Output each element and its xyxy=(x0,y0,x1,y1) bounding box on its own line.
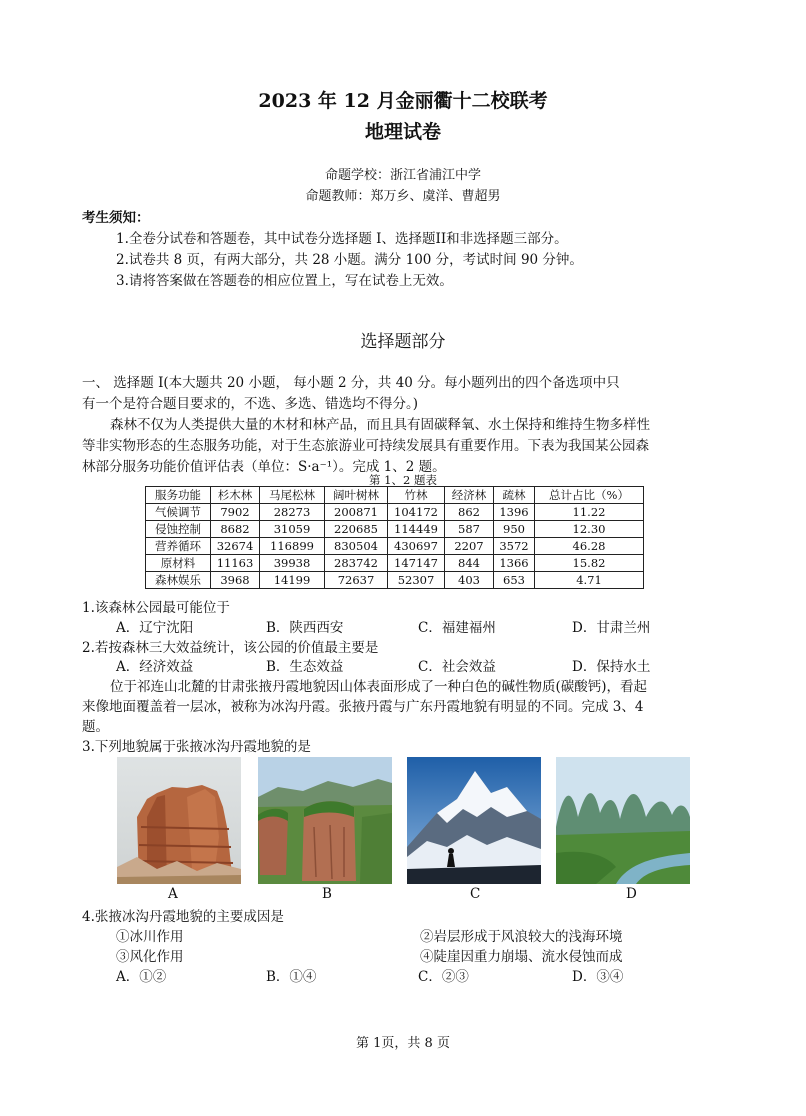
table-cell: 653 xyxy=(494,572,535,589)
q4-option-d: D．③④ xyxy=(572,969,624,985)
notice-item-3: 3.请将答案做在答题卷的相应位置上，写在试卷上无效。 xyxy=(116,273,453,289)
q2-option-d: D．保持水土 xyxy=(572,659,651,675)
q4-statement-3: ③风化作用 xyxy=(116,949,184,965)
q1-stem: 1.该森林公园最可能位于 xyxy=(82,600,230,616)
table-cell: 4.71 xyxy=(535,572,644,589)
table-header-cell: 疏林 xyxy=(494,487,535,504)
q4-statement-4: ④陡崖因重力崩塌、流水侵蚀而成 xyxy=(420,949,623,965)
q4-stem: 4.张掖冰沟丹霞地貌的主要成因是 xyxy=(82,909,284,925)
table-cell: 430697 xyxy=(388,538,445,555)
notice-item-2: 2.试卷共 8 页，有两大部分，共 28 小题。满分 100 分，考试时间 90 分钟。 xyxy=(116,252,583,268)
q2-option-b: B．生态效益 xyxy=(266,659,344,675)
table-cell: 15.82 xyxy=(535,555,644,572)
table-cell: 7902 xyxy=(211,504,260,521)
passage2-line-3: 题。 xyxy=(82,719,109,735)
table-cell: 1396 xyxy=(494,504,535,521)
table-cell: 12.30 xyxy=(535,521,644,538)
table-cell: 3968 xyxy=(211,572,260,589)
q1-option-b: B．陕西西安 xyxy=(266,620,344,636)
exam-title: 2023 年 12 月金丽衢十二校联考 xyxy=(258,90,548,112)
table-cell: 116899 xyxy=(260,538,325,555)
table-header-cell: 阔叶树林 xyxy=(325,487,388,504)
service-value-table xyxy=(145,486,644,589)
table-cell: 200871 xyxy=(325,504,388,521)
table-cell: 114449 xyxy=(388,521,445,538)
passage1-line-1: 森林不仅为人类提供大量的木材和林产品，而且具有固碳释氧、水土保持和维持生物多样性 xyxy=(110,417,650,433)
table-cell: 950 xyxy=(494,521,535,538)
table-header-row xyxy=(146,487,644,504)
table-cell: 104172 xyxy=(388,504,445,521)
table-cell: 72637 xyxy=(325,572,388,589)
table-cell: 31059 xyxy=(260,521,325,538)
table-cell: 11163 xyxy=(211,555,260,572)
table-header-cell: 总计占比（%） xyxy=(535,487,644,504)
table-row xyxy=(146,572,644,589)
landform-image-d xyxy=(556,757,690,884)
table-cell: 587 xyxy=(445,521,494,538)
table-row xyxy=(146,555,644,572)
image-label-c: C xyxy=(470,886,481,902)
table-cell: 844 xyxy=(445,555,494,572)
image-label-b: B xyxy=(322,886,332,902)
table-caption: 第 1、2 题表 xyxy=(369,473,437,487)
table-header-cell: 杉木林 xyxy=(211,487,260,504)
table-header-cell: 服务功能 xyxy=(146,487,211,504)
passage1-line-2: 等非实物形态的生态服务功能，对于生态旅游业可持续发展具有重要作用。下表为我国某公园森 xyxy=(82,438,649,454)
table-cell: 营养循环 xyxy=(146,538,211,555)
table-cell: 52307 xyxy=(388,572,445,589)
table-cell: 11.22 xyxy=(535,504,644,521)
table-header-cell: 竹林 xyxy=(388,487,445,504)
table-cell: 39938 xyxy=(260,555,325,572)
passage1-line-3: 林部分服务功能价值评估表（单位：S·a⁻¹）。完成 1、2 题。 xyxy=(82,459,446,475)
table-cell: 原材料 xyxy=(146,555,211,572)
table-cell: 3572 xyxy=(494,538,535,555)
table-cell: 气候调节 xyxy=(146,504,211,521)
q4-option-c: C．②③ xyxy=(418,969,469,985)
q2-option-a: A．经济效益 xyxy=(116,659,194,675)
table-cell: 283742 xyxy=(325,555,388,572)
table-cell: 侵蚀控制 xyxy=(146,521,211,538)
q4-option-a: A．①② xyxy=(116,969,167,985)
table-cell: 147147 xyxy=(388,555,445,572)
table-cell: 403 xyxy=(445,572,494,589)
q4-statement-2: ②岩层形成于风浪较大的浅海环境 xyxy=(420,929,623,945)
table-cell: 830504 xyxy=(325,538,388,555)
exam-subtitle: 地理试卷 xyxy=(364,121,441,143)
part1-line-1: 一、 选择题 I(本大题共 20 小题， 每小题 2 分，共 40 分。每小题列出的四个备选项中只 xyxy=(82,375,620,391)
q1-option-d: D．甘肃兰州 xyxy=(572,620,651,636)
section-title: 选择题部分 xyxy=(360,332,446,352)
table-cell: 220685 xyxy=(325,521,388,538)
passage2-line-2: 来像地面覆盖着一层冰，被称为冰沟丹霞。张掖丹霞与广东丹霞地貌有明显的不同。完成 3、4 xyxy=(82,699,644,715)
passage2-line-1: 位于祁连山北麓的甘肃张掖丹霞地貌因山体表面形成了一种白色的碱性物质(碳酸钙)，看起 xyxy=(110,679,648,695)
notice-item-1: 1.全卷分试卷和答题卷，其中试卷分选择题 I、选择题II和非选择题三部分。 xyxy=(116,231,568,247)
q2-option-c: C．社会效益 xyxy=(418,659,496,675)
q3-stem: 3.下列地貌属于张掖冰沟丹霞地貌的是 xyxy=(82,739,311,755)
q1-option-a: A．辽宁沈阳 xyxy=(116,620,194,636)
page-footer: 第 1页，共 8 页 xyxy=(356,1036,450,1051)
landform-image-c xyxy=(407,757,541,884)
table-header-cell: 马尾松林 xyxy=(260,487,325,504)
image-label-d: D xyxy=(626,886,637,902)
table-cell: 14199 xyxy=(260,572,325,589)
table-cell: 862 xyxy=(445,504,494,521)
q4-statement-1: ①冰川作用 xyxy=(116,929,184,945)
table-cell: 28273 xyxy=(260,504,325,521)
table-cell: 8682 xyxy=(211,521,260,538)
notice-heading: 考生须知： xyxy=(82,210,150,226)
q4-option-b: B．①④ xyxy=(266,969,317,985)
table-cell: 1366 xyxy=(494,555,535,572)
table-cell: 32674 xyxy=(211,538,260,555)
table-row xyxy=(146,521,644,538)
table-row xyxy=(146,538,644,555)
image-label-a: A xyxy=(168,886,178,902)
landform-image-b xyxy=(258,757,392,884)
part1-line-2: 有一个是符合题目要求的，不选、多选、错选均不得分。) xyxy=(82,396,419,412)
landform-image-a xyxy=(117,757,241,884)
table-header-cell: 经济林 xyxy=(445,487,494,504)
q1-option-c: C．福建福州 xyxy=(418,620,496,636)
table-cell: 2207 xyxy=(445,538,494,555)
table-cell: 46.28 xyxy=(535,538,644,555)
q2-stem: 2.若按森林三大效益统计，该公园的价值最主要是 xyxy=(82,640,379,656)
exam-teachers: 命题教师：郑万乡、虞洋、曹超男 xyxy=(305,189,501,204)
table-cell: 森林娱乐 xyxy=(146,572,211,589)
exam-school: 命题学校：浙江省浦江中学 xyxy=(324,168,481,183)
table-row xyxy=(146,504,644,521)
